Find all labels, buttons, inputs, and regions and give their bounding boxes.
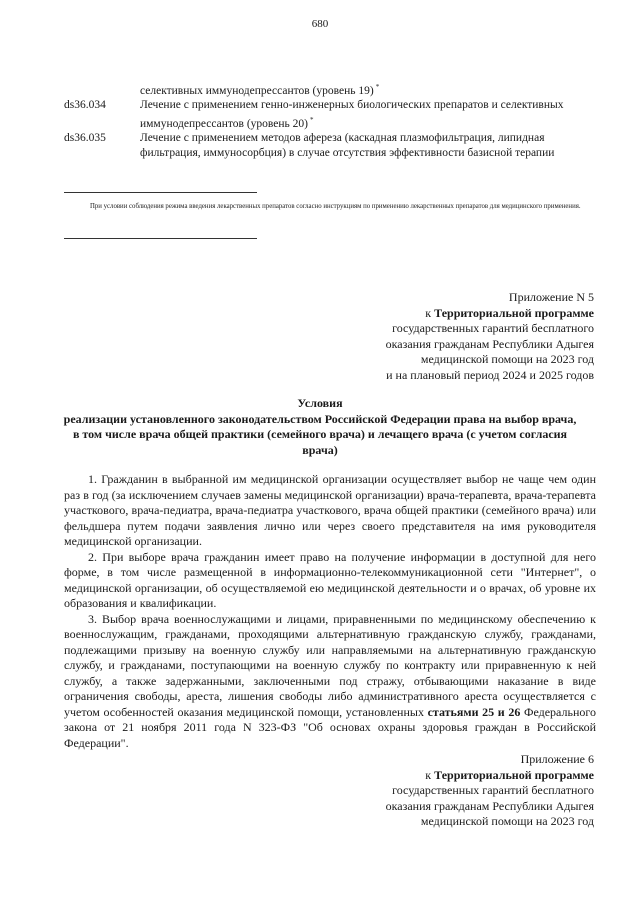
section-title (40, 396, 600, 458)
paragraph-1: 1. Гражданин в выбранной им медицинской организации осуществляет выбор не чаще чем один раз в год (за исключением случаев замены медицинской организации) врача-терапевта, врача-терапевта участкового, врача-педиатра, врача-педиатра участкового, врача общей практики (семейного врача) или фельдшера путем подачи заявления лично или через своего представителя на имя руководителя медицинской организации. (64, 472, 596, 548)
appendix-title: Приложение 6 (520, 752, 594, 766)
appendix-title: Приложение N 5 (508, 290, 594, 304)
appendix-line: и на плановый период 2024 и 2025 годов (386, 367, 594, 382)
code-list (64, 80, 584, 160)
appendix-5-header (386, 290, 594, 383)
title-line: Условия (297, 396, 343, 410)
appendix-line: медицинской помощи на 2023 год (420, 814, 594, 828)
code-row (64, 80, 584, 98)
appendix-program-line: к Территориальной программе (425, 305, 594, 320)
code-id: ds36.035 (64, 132, 106, 145)
program-link[interactable]: Территориальной программе (434, 767, 594, 782)
law-articles-link[interactable]: статьями 25 и 26 (427, 704, 521, 719)
appendix-line: государственных гарантий бесплатного (392, 783, 594, 797)
appendix-line: государственных гарантий бесплатного (392, 321, 594, 335)
footnote: При условии соблюдения режима введения лекарственных препаратов согласно инструкциям по применению лекарственных препаратов для медицинского применения. (90, 203, 581, 210)
footnote-end-divider (64, 238, 257, 239)
code-text: Лечение с применением генно-инженерных биологических препаратов и селективных иммунодепрессантов (уровень 20) * (140, 99, 564, 130)
code-row (64, 131, 584, 160)
appendix-program-line: к Территориальной программе (425, 767, 594, 782)
footnote-divider (64, 192, 257, 193)
code-text: селективных иммунодепрессантов (уровень 19) * (140, 83, 380, 97)
appendix-line: медицинской помощи на 2023 год (420, 352, 594, 366)
code-text: Лечение с применением методов афереза (каскадная плазмофильтрация, липидная фильтрация, иммуносорбция) в случае отсутствия эффективности базисной терапии (140, 132, 555, 159)
appendix-line: оказания гражданам Республики Адыгея (385, 336, 594, 351)
paragraph-3: 3. Выбор врача военнослужащими и лицами, приравненными по медицинскому обеспечению к военнослужащим, гражданами, проходящими альтернативную гражданскую службу, гражданами, подлежащими призыву на военную службу или направляемыми на альтернативную гражданскую службу, и гражданами, поступающими на военную службу по контракту или приравненную к ней службу, а также задержанными, заключенными под стражу, отбывающими наказание в виде ограничения свободы, ареста, лишения свободы либо административного ареста осуществляется с учетом особенностей оказания медицинской помощи, установленных статьями 25 и 26 Федерального закона от 21 ноября 2011 года N 323-ФЗ "Об основах охраны здоровья граждан в Российской Федерации". (64, 611, 596, 750)
title-line: реализации установленного законодательством Российской Федерации права на выбор врача, (63, 411, 577, 426)
code-id (64, 80, 140, 98)
footnote-mark: * (375, 83, 380, 91)
appendix-line: оказания гражданам Республики Адыгея (385, 798, 594, 813)
code-id: ds36.034 (64, 99, 106, 112)
footnote-mark: * (309, 115, 314, 124)
body-text (64, 472, 596, 751)
program-link[interactable]: Территориальной программе (434, 305, 594, 320)
appendix-6-header (386, 752, 594, 830)
code-row (64, 98, 584, 131)
paragraph-2: 2. При выборе врача гражданин имеет право на получение информации в доступной для него форме, в том числе размещенной в информационно-телекоммуникационной сети "Интернет", о медицинской организации, об осуществляемой ею медицинской деятельности и о врачах, об уровне их образования и квалификации. (64, 549, 596, 610)
page-number: 680 (311, 18, 329, 30)
title-line: врача) (302, 442, 338, 457)
title-line: в том числе врача общей практики (семейного врача) и лечащего врача (с учетом согласия (72, 427, 568, 441)
